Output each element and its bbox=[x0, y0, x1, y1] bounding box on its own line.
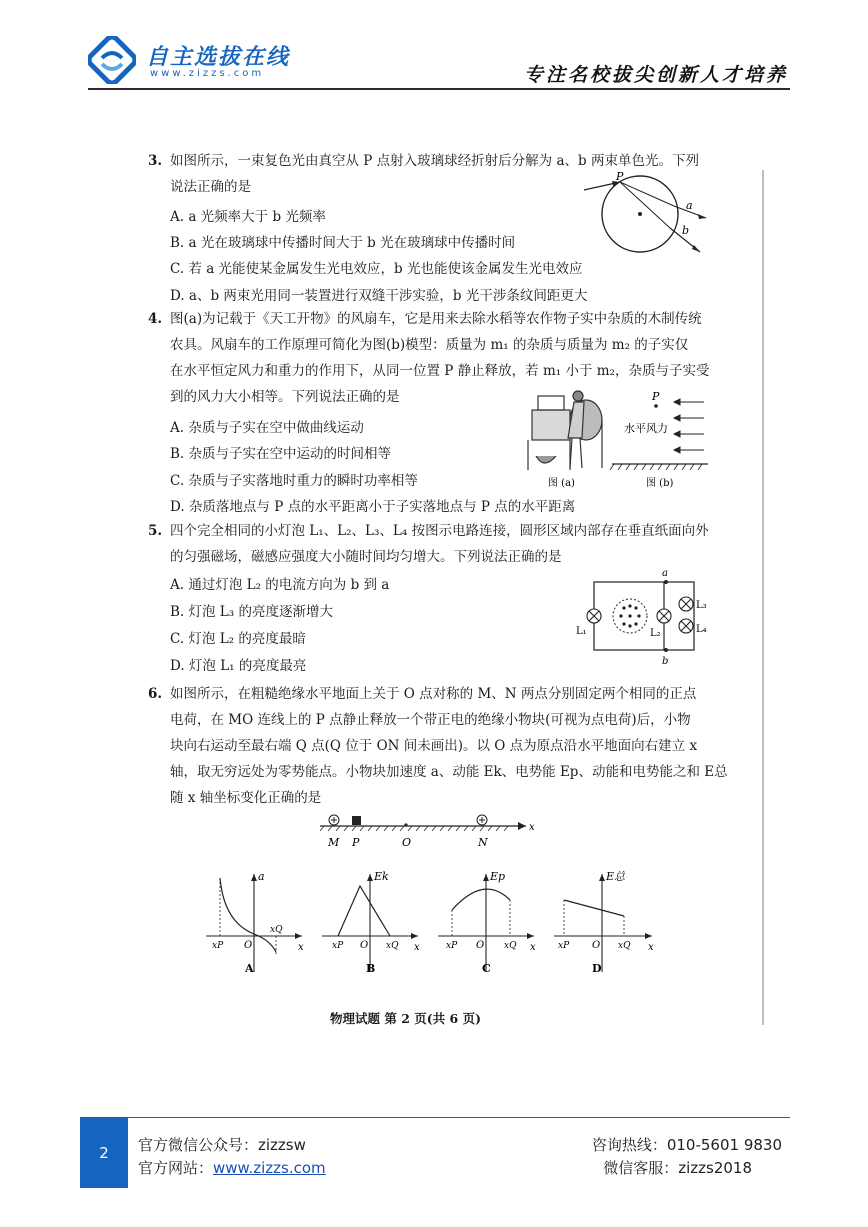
footer-divider bbox=[80, 1117, 790, 1118]
axis-x-label: x bbox=[414, 942, 420, 953]
question-number: 3. bbox=[148, 153, 163, 169]
exam-page-footer: 物理试题 第 2 页(共 6 页) bbox=[330, 1011, 481, 1026]
website-label: 官方网站： bbox=[138, 1159, 214, 1177]
question-text-line: 轴，取无穷远处为零势能点。小物块加速度 a、动能 Ek、电势能 Ep、动能和电势能之和 E总 bbox=[170, 764, 728, 780]
page-header bbox=[0, 0, 868, 92]
question-text-line: 随 x 轴坐标变化正确的是 bbox=[170, 790, 322, 806]
label-P: P bbox=[352, 836, 360, 849]
option-label: B bbox=[366, 962, 376, 975]
label-b: b bbox=[682, 224, 690, 237]
question-number: 6. bbox=[148, 686, 163, 702]
option-b: B. 杂质与子实在空中运动的时间相等 bbox=[170, 446, 392, 462]
axis-x-label: x bbox=[648, 942, 654, 953]
fan-cart-figure bbox=[524, 382, 724, 492]
label-xQ: xQ bbox=[618, 941, 631, 951]
option-a: A. a 光频率大于 b 光频率 bbox=[170, 209, 326, 225]
question-text-line: 到的风力大小相等。下列说法正确的是 bbox=[170, 389, 400, 405]
label-xQ: xQ bbox=[270, 925, 283, 935]
label-L4: L₄ bbox=[696, 624, 707, 635]
label-M: M bbox=[328, 836, 340, 849]
page-number: 2 bbox=[80, 1118, 128, 1188]
label-P: P bbox=[616, 172, 624, 183]
question-text-line: 说法正确的是 bbox=[170, 179, 251, 195]
label-a: a bbox=[662, 568, 668, 579]
graph-b bbox=[316, 868, 426, 980]
option-c: C. 杂质与子实落地时重力的瞬时功率相等 bbox=[170, 473, 418, 489]
option-label: D bbox=[592, 962, 602, 975]
question-text-line: 农具。风扇车的工作原理可简化为图(b)模型：质量为 m₁ 的杂质与质量为 m₂ 的子实仅 bbox=[170, 337, 689, 353]
question-number: 5. bbox=[148, 523, 163, 539]
positive-charge-N-icon bbox=[477, 815, 487, 825]
question-text-line: 如图所示，在粗糙绝缘水平地面上关于 O 点对称的 M、N 两点分别固定两个相同的正点 bbox=[170, 686, 697, 702]
label-xQ: xQ bbox=[386, 941, 399, 951]
option-b: B. 灯泡 L₃ 的亮度逐渐增大 bbox=[170, 604, 333, 620]
label-xP: xP bbox=[446, 941, 458, 951]
question-text-line: 在水平恒定风力和重力的作用下，从同一位置 P 静止释放，若 m₁ 小于 m₂，杂质与子实受 bbox=[170, 363, 710, 379]
wind-label: 水平风力 bbox=[624, 422, 668, 435]
option-label: A bbox=[245, 962, 254, 975]
bulb-L1-icon bbox=[587, 609, 601, 623]
label-a: a bbox=[686, 199, 693, 212]
circuit-figure bbox=[574, 564, 714, 668]
label-L3: L₃ bbox=[696, 600, 707, 611]
brand-url[interactable]: www.zizzs.com bbox=[150, 68, 265, 79]
option-a: A. 通过灯泡 L₂ 的电流方向为 b 到 a bbox=[170, 577, 390, 593]
block-icon bbox=[352, 816, 361, 825]
label-O: O bbox=[244, 940, 253, 951]
label-L1: L₁ bbox=[576, 626, 587, 637]
question-text-line: 四个完全相同的小灯泡 L₁、L₂、L₃、L₄ 按图示电路连接，圆形区域内部存在垂直纸面向外 bbox=[170, 523, 709, 539]
axis-x-label: x bbox=[530, 942, 536, 953]
question-number: 4. bbox=[148, 311, 163, 327]
option-a: A. 杂质与子实在空中做曲线运动 bbox=[170, 420, 364, 436]
website-link[interactable]: www.zizzs.com bbox=[213, 1159, 326, 1177]
header-divider bbox=[88, 88, 790, 90]
question-text-line: 图(a)为记载于《天工开物》的风扇车，它是用来去除水稻等农作物子实中杂质的木制传统 bbox=[170, 311, 702, 327]
label-xP: xP bbox=[212, 941, 224, 951]
option-label: C bbox=[482, 962, 491, 975]
question-text-line: 如图所示，一束复色光由真空从 P 点射入玻璃球经折射后分解为 a、b 两束单色光。下列 bbox=[170, 153, 699, 169]
fan-cart-illustration bbox=[528, 391, 602, 470]
question-text-line: 块向右运动至最右端 Q 点(Q 位于 ON 间未画出)。以 O 点为原点沿水平地面向右建立 x bbox=[170, 738, 698, 754]
wechat-account: 官方微信公众号：zizzsw bbox=[138, 1136, 306, 1154]
option-b: B. a 光在玻璃球中传播时间大于 b 光在玻璃球中传播时间 bbox=[170, 235, 516, 251]
option-d: D. 杂质落地点与 P 点的水平距离小于子实落地点与 P 点的水平距离 bbox=[170, 499, 576, 515]
axis-y-label: Ek bbox=[374, 870, 389, 883]
graph-c bbox=[432, 868, 542, 980]
label-L2: L₂ bbox=[650, 628, 661, 639]
graph-a bbox=[200, 868, 310, 980]
bulb-L4-icon bbox=[679, 619, 693, 633]
figure-label-a: 图 (a) bbox=[548, 478, 575, 489]
hotline: 咨询热线：010-5601 9830 bbox=[591, 1136, 782, 1154]
label-xQ: xQ bbox=[504, 941, 517, 951]
positive-charge-M-icon bbox=[329, 815, 339, 825]
question-6 bbox=[148, 681, 768, 816]
label-xP: xP bbox=[558, 941, 570, 951]
option-d: D. a、b 两束光用同一装置进行双缝干涉实验，b 光干涉条纹间距更大 bbox=[170, 288, 588, 304]
bulb-L2-icon bbox=[657, 609, 671, 623]
label-P: P bbox=[652, 390, 660, 403]
figure-label-b: 图 (b) bbox=[646, 478, 674, 489]
wechat-service: 微信客服：zizzs2018 bbox=[603, 1159, 752, 1177]
option-c: C. 灯泡 L₂ 的亮度最暗 bbox=[170, 631, 306, 647]
label-x: x bbox=[529, 822, 535, 833]
brand-logo-icon bbox=[88, 36, 136, 84]
label-b: b bbox=[662, 656, 669, 667]
axis-y-label: Ep bbox=[490, 870, 506, 883]
question-text-line: 的匀强磁场，磁感应强度大小随时间均匀增大。下列说法正确的是 bbox=[170, 549, 562, 565]
charge-axis-figure bbox=[318, 810, 538, 854]
label-N: N bbox=[478, 836, 488, 849]
option-c: C. 若 a 光能使某金属发生光电效应，b 光也能使该金属发生光电效应 bbox=[170, 261, 583, 277]
label-xP: xP bbox=[332, 941, 344, 951]
label-O: O bbox=[402, 836, 412, 849]
header-slogan: 专注名校拔尖创新人才培养 bbox=[523, 64, 788, 86]
option-d: D. 灯泡 L₁ 的亮度最亮 bbox=[170, 658, 307, 674]
official-website bbox=[138, 1157, 326, 1178]
glass-sphere-figure bbox=[582, 172, 712, 260]
axis-y-label: E总 bbox=[606, 870, 626, 883]
graph-d bbox=[548, 868, 660, 980]
label-O: O bbox=[360, 940, 369, 951]
label-O: O bbox=[476, 940, 485, 951]
axis-x-label: x bbox=[298, 942, 304, 953]
brand-name: 自主选拔在线 bbox=[146, 45, 291, 70]
axis-y-label: a bbox=[258, 870, 265, 883]
bulb-L3-icon bbox=[679, 597, 693, 611]
question-text-line: 电荷，在 MO 连线上的 P 点静止释放一个带正电的绝缘小物块(可视为点电荷)后，小物 bbox=[170, 712, 691, 728]
label-O: O bbox=[592, 940, 601, 951]
